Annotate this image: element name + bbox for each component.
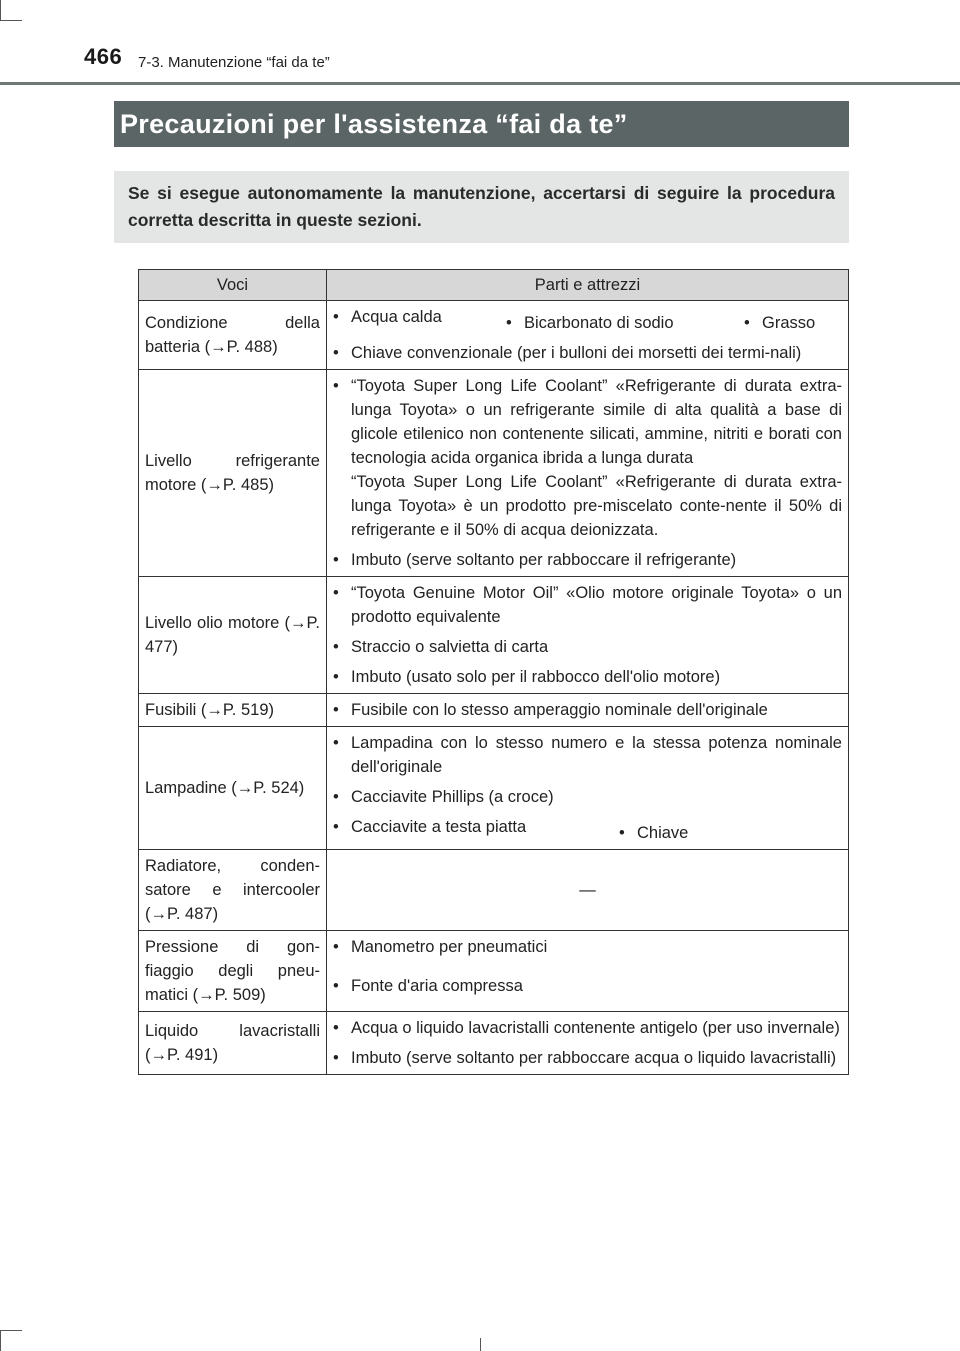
row-content [327, 301, 849, 370]
list-item: • Cacciavite Phillips (a croce) [333, 788, 554, 806]
empty-dash: — [327, 850, 849, 931]
list-item: • Imbuto (serve soltanto per rabboccare acqua o liquido lavacristalli) [333, 1049, 837, 1067]
list-item: • Acqua o liquido lavacristalli contenente antigelo (per uso invernale) [333, 1019, 840, 1037]
header-rule [0, 82, 960, 85]
list-item: • Acqua calda [333, 308, 442, 326]
table-row [139, 301, 849, 370]
row-label: Livello olio motore (→P. 477) [139, 577, 327, 694]
column-header-voci: Voci [139, 270, 327, 301]
list-item: • Lampadina con lo stesso numero e la stessa potenza nominale dell'originale [333, 734, 842, 776]
column-header-parti: Parti e attrezzi [327, 270, 849, 301]
table-row [139, 727, 849, 850]
list-item: • Bicarbonato di sodio [506, 314, 674, 332]
list-item: • Grasso [744, 314, 816, 332]
list-item: • Manometro per pneumatici [333, 938, 548, 956]
row-label: Fusibili (→P. 519) [139, 694, 327, 727]
maintenance-table [138, 269, 849, 1075]
row-content [327, 727, 849, 850]
page-header [0, 0, 960, 84]
list-item: • “Toyota Genuine Motor Oil” «Olio motore originale Toyota» o un prodotto equivalente [333, 584, 842, 626]
row-content [327, 577, 849, 694]
list-item: • Straccio o salvietta di carta [333, 638, 549, 656]
row-content [327, 931, 849, 1012]
list-item: • “Toyota Super Long Life Coolant” «Refrigerante di durata extra-lunga Toyota» o un refrigerante simile di alta qualità a base di glicole etilenico non contenente silicati, ammine, nitriti e borati con tecnologia acida organica ibrida a lunga durata [333, 377, 842, 467]
list-item: • Cacciavite a testa piatta [333, 818, 527, 836]
table-row [139, 1012, 849, 1075]
row-label: Radiatore, conden-satore e intercooler (→P. 487) [139, 850, 327, 931]
row-content [327, 370, 849, 577]
table-header-row [139, 270, 849, 301]
table-row [139, 694, 849, 727]
list-item: • Imbuto (serve soltanto per rabboccare il refrigerante) [333, 551, 737, 569]
row-label: Liquido lavacristalli (→P. 491) [139, 1012, 327, 1075]
row-label: Pressione di gon-fiaggio degli pneu-matici (→P. 509) [139, 931, 327, 1012]
row-content [327, 1012, 849, 1075]
table-row [139, 931, 849, 1012]
table-row [139, 370, 849, 577]
list-item: • Chiave convenzionale (per i bulloni dei morsetti dei termi-nali) [333, 344, 802, 362]
section-title: 7-3. Manutenzione “fai da te” [138, 54, 330, 71]
item-note: “Toyota Super Long Life Coolant” «Refrigerante di durata extra-lunga Toyota» è un prodotto pre-miscelato conte-nente il 50% di refrigerante e il 50% di acqua deionizzata. [351, 473, 842, 539]
table-row [139, 850, 849, 931]
page-number: 466 [84, 44, 123, 69]
row-label: Lampadine (→P. 524) [139, 727, 327, 850]
inline-items [333, 815, 842, 845]
page-title: Precauzioni per l'assistenza “fai da te” [114, 101, 849, 147]
table-row [139, 577, 849, 694]
list-item: • Chiave [619, 824, 689, 842]
list-item: • Fonte d'aria compressa [333, 977, 523, 995]
inline-items [333, 305, 842, 335]
list-item: • Imbuto (usato solo per il rabbocco dell'olio motore) [333, 668, 721, 686]
row-label: Livello refrigerante motore (→P. 485) [139, 370, 327, 577]
row-label: Condizione della batteria (→P. 488) [139, 301, 327, 370]
row-content [327, 694, 849, 727]
intro-box: Se si esegue autonomamente la manutenzione, accertarsi di seguire la procedura corretta descritta in queste sezioni. [114, 171, 849, 243]
list-item: • Fusibile con lo stesso amperaggio nominale dell'originale [333, 701, 768, 719]
